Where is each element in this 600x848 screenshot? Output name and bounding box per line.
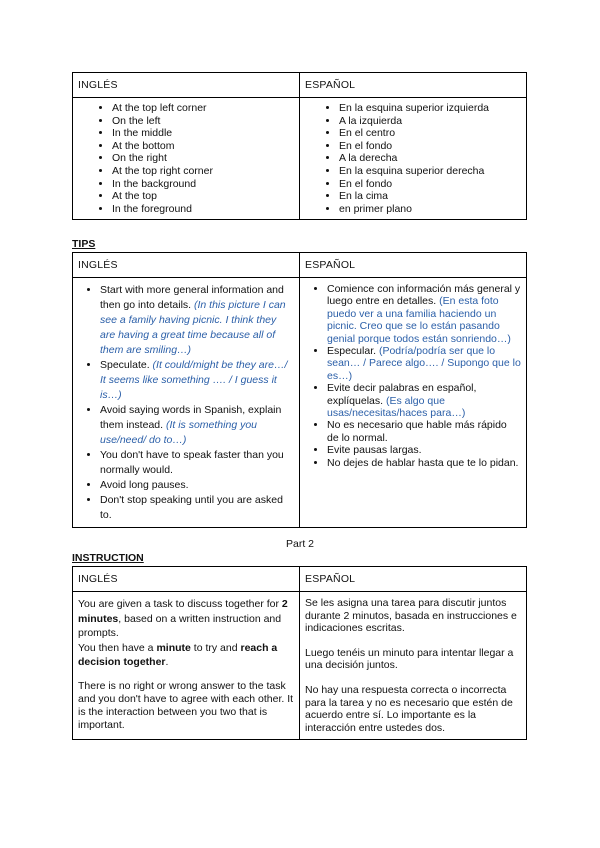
instruction-en-paragraph-3: There is no right or wrong answer to the task and you don't have to agree with each other. It is the interaction between you two that is important. bbox=[78, 679, 294, 731]
header-ingles: INGLÉS bbox=[73, 567, 300, 592]
tips-heading: TIPS bbox=[72, 238, 96, 250]
list-item: • En la esquina superior izquierda bbox=[339, 102, 521, 115]
part-label: Part 2 bbox=[285, 538, 314, 550]
tips-table bbox=[72, 252, 527, 528]
instruction-en-paragraph-2: You then have a minute to try and reach a decision together. bbox=[78, 641, 278, 668]
list-item: • En el centro bbox=[339, 127, 521, 140]
instruction-en-paragraph-1: You are given a task to discuss together for 2 minutes, based on a written instruction and prompts. bbox=[78, 598, 288, 639]
list-item: • A la izquierda bbox=[339, 115, 521, 128]
list-item: • En la cima bbox=[339, 190, 521, 203]
list-item: • In the background bbox=[112, 178, 294, 191]
list-item: • In the middle bbox=[112, 127, 294, 140]
instruction-heading: INSTRUCTION bbox=[72, 552, 144, 564]
list-item: • Evite pausas largas. bbox=[327, 444, 521, 456]
instruction-table bbox=[72, 566, 527, 740]
spanish-tips-list bbox=[305, 283, 521, 469]
list-item: • At the top left corner bbox=[112, 102, 294, 115]
english-phrase-list bbox=[78, 102, 294, 215]
header-espanol: ESPAÑOL bbox=[300, 253, 527, 278]
list-item: • You don't have to speak faster than you normally would. bbox=[100, 448, 294, 478]
list-item: • Don't stop speaking until you are asked to. bbox=[100, 493, 294, 523]
list-item: • A la derecha bbox=[339, 152, 521, 165]
header-ingles: INGLÉS bbox=[73, 73, 300, 98]
list-item: • En la esquina superior derecha bbox=[339, 165, 521, 178]
vocabulary-table bbox=[72, 72, 527, 220]
list-item: • Speculate. (It could/might be they are…/ It seems like something …. / I guess it is…) bbox=[100, 358, 294, 403]
list-item: • No es necesario que hable más rápido de lo normal. bbox=[327, 419, 521, 444]
list-item: • At the top right corner bbox=[112, 165, 294, 178]
list-item: • At the bottom bbox=[112, 140, 294, 153]
list-item: • Evite decir palabras en español, explíquelas. (Es algo que usas/necesitas/haces para…) bbox=[327, 382, 521, 419]
list-item: • On the right bbox=[112, 152, 294, 165]
english-tips-list bbox=[78, 283, 294, 523]
list-item: • No dejes de hablar hasta que te lo pidan. bbox=[327, 457, 521, 469]
list-item: • Comience con información más general y luego entre en detalles. (En esta foto puedo ver a una familia haciendo un picnic. Creo que se lo están pasando genial porque todos están sonriendo…) bbox=[327, 283, 521, 345]
list-item: • Especular. (Podría/podría ser que lo sean… / Parece algo…. / Supongo que lo es…) bbox=[327, 345, 521, 382]
header-espanol: ESPAÑOL bbox=[300, 567, 527, 592]
instruction-es-paragraph-1: Se les asigna una tarea para discutir juntos durante 2 minutos, basada en instrucciones e indicaciones escritas. bbox=[305, 597, 517, 635]
list-item: • Avoid saying words in Spanish, explain them instead. (It is something you use/need/ do to…) bbox=[100, 403, 294, 448]
list-item: • En el fondo bbox=[339, 178, 521, 191]
list-item: • Start with more general information and then go into details. (In this picture I can see a family having picnic. I think they are having a great time because all of them are smiling…) bbox=[100, 283, 294, 358]
list-item: • Avoid long pauses. bbox=[100, 478, 294, 493]
list-item: • At the top bbox=[112, 190, 294, 203]
header-ingles: INGLÉS bbox=[73, 253, 300, 278]
list-item: • En el fondo bbox=[339, 140, 521, 153]
list-item: • On the left bbox=[112, 115, 294, 128]
instruction-es-paragraph-3: No hay una respuesta correcta o incorrecta para la tarea y no es necesario que estén de acuerdo entre sí. Lo importante es la interacción entre ustedes dos. bbox=[305, 683, 513, 734]
list-item: • In the foreground bbox=[112, 203, 294, 216]
spanish-phrase-list bbox=[305, 102, 521, 215]
list-item: • en primer plano bbox=[339, 203, 521, 216]
header-espanol: ESPAÑOL bbox=[300, 73, 527, 98]
instruction-es-paragraph-2: Luego tenéis un minuto para intentar llegar a una decisión juntos. bbox=[305, 646, 514, 672]
